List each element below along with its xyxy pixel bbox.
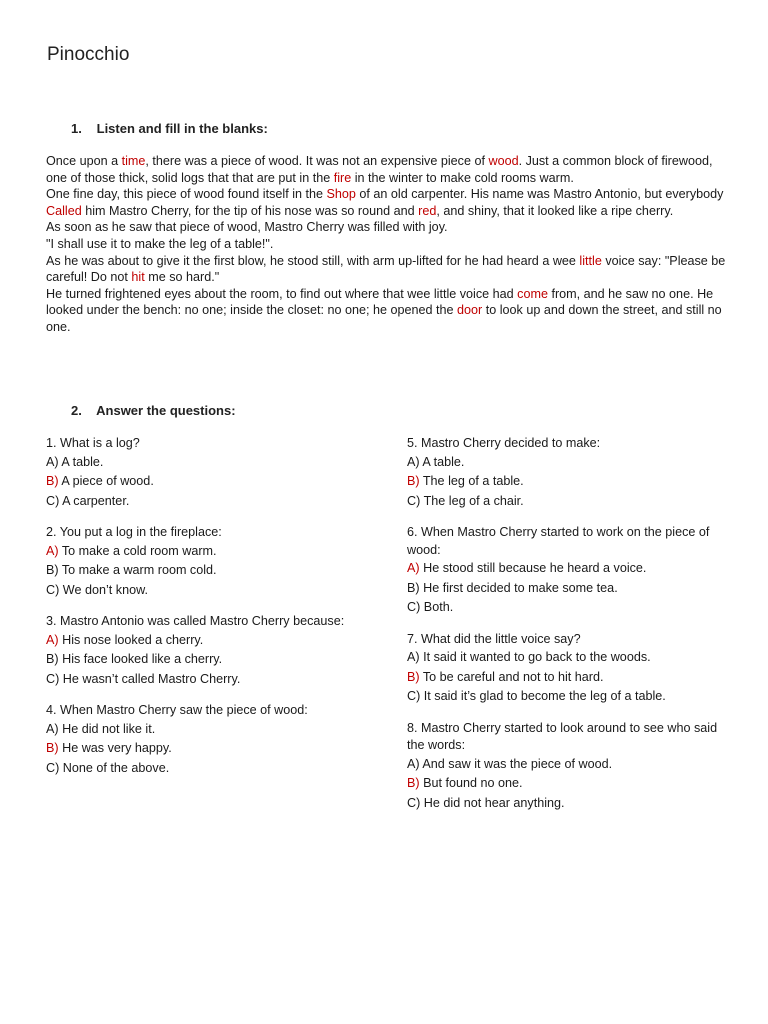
option-text: To be careful and not to hit hard. — [419, 669, 604, 684]
option-label: C) — [46, 493, 60, 508]
answer-option — [46, 492, 376, 512]
correct-option-label: B) — [407, 474, 420, 488]
story-fragment: , and shiny, that it looked like a ripe cherry. — [436, 203, 674, 218]
story-fragment: One fine day, this piece of wood found itself in the — [46, 187, 327, 202]
story-fragment: As soon as he saw that piece of wood, Mastro Cherry was filled with joy. — [46, 220, 448, 235]
answer-option — [407, 774, 737, 794]
option-text: He wasn’t called Mastro Cherry. — [59, 671, 241, 686]
option-text: The leg of a table. — [419, 474, 524, 488]
option-label: B) — [407, 580, 420, 595]
option-text: It said it’s glad to become the leg of a table. — [420, 689, 666, 703]
option-label: B) — [46, 563, 59, 577]
answer-option — [407, 598, 737, 618]
correct-option-label: A) — [46, 543, 59, 558]
option-text: A table. — [419, 454, 465, 469]
filled-blank: door — [457, 303, 483, 318]
section-title: Answer the questions: — [96, 403, 236, 418]
story-fragment: "I shall use it to make the leg of a table!". — [46, 236, 274, 251]
option-label: B) — [46, 652, 59, 666]
option-label: A) — [407, 454, 420, 469]
option-text: He first decided to make some tea. — [419, 580, 618, 595]
filled-blank: fire — [333, 170, 352, 185]
story-fragment: He turned frightened eyes about the room, to find out where that wee little voice had — [46, 286, 518, 301]
story-fragment: to look up and down the street, and still no one. — [46, 303, 722, 334]
option-text: But found no one. — [419, 776, 523, 790]
answer-option — [46, 453, 376, 473]
option-text: His face looked like a cherry. — [58, 652, 223, 666]
option-text: To make a warm room cold. — [58, 563, 217, 577]
question-text: 8. Mastro Cherry started to look around to see who said the words: — [407, 720, 718, 752]
option-text: None of the above. — [59, 760, 170, 775]
page-title: Pinocchio — [47, 44, 130, 65]
section-number: 1. — [71, 121, 82, 136]
question-text: 4. When Mastro Cherry saw the piece of wood: — [46, 703, 308, 717]
question-block — [46, 702, 376, 778]
answer-option — [407, 794, 737, 814]
answer-option — [407, 453, 737, 473]
question-block — [407, 524, 737, 618]
option-text: It said it wanted to go back to the woods. — [419, 650, 651, 664]
answer-option — [46, 561, 376, 581]
answer-option — [46, 759, 376, 779]
section-title: Listen and fill in the blanks: — [96, 121, 268, 136]
section-number: 2. — [71, 403, 82, 418]
story-paragraph — [46, 153, 736, 186]
correct-option-label: B) — [46, 741, 59, 755]
answer-option — [46, 670, 376, 690]
correct-option-label: A) — [46, 632, 59, 647]
story-text — [46, 153, 736, 336]
question-block — [407, 631, 737, 707]
question-text: 1. What is a log? — [46, 436, 140, 450]
option-text: We don’t know. — [59, 582, 148, 597]
option-label: C) — [407, 600, 421, 614]
story-fragment: voice say: "Please be careful! Do not — [46, 253, 726, 285]
question-text: 3. Mastro Antonio was called Mastro Cherry because: — [46, 614, 345, 628]
story-paragraph — [46, 253, 736, 286]
answer-option — [407, 472, 737, 492]
answer-option — [407, 668, 737, 688]
story-fragment: in the winter to make cold rooms warm. — [351, 170, 574, 185]
answer-option — [46, 650, 376, 670]
answer-option — [46, 720, 376, 740]
question-text: 2. You put a log in the fireplace: — [46, 525, 222, 539]
questions-right-column — [407, 435, 737, 826]
option-text: A piece of wood. — [58, 474, 154, 488]
option-label: C) — [46, 671, 60, 686]
option-label: A) — [46, 454, 59, 469]
option-text: The leg of a chair. — [420, 493, 524, 508]
questions-left-column — [46, 435, 376, 791]
option-text: Both. — [420, 600, 454, 614]
question-block — [46, 524, 376, 600]
option-text: A table. — [58, 454, 104, 469]
section-heading-1 — [71, 121, 268, 136]
question-block — [46, 613, 376, 689]
answer-option — [46, 631, 376, 651]
answer-option — [407, 559, 737, 579]
option-text: He was very happy. — [58, 741, 172, 755]
answer-option — [46, 739, 376, 759]
story-fragment: . Just a common block of firewood, one of those thick, solid logs that that are put in the — [46, 154, 713, 185]
question-text: 6. When Mastro Cherry started to work on the piece of wood: — [407, 525, 710, 557]
section-heading-2 — [71, 403, 236, 418]
option-label: A) — [407, 756, 420, 771]
option-text: His nose looked a cherry. — [58, 632, 204, 647]
story-fragment: of an old carpenter. His name was Mastro Antonio, but everybody — [355, 187, 724, 202]
option-text: A carpenter. — [59, 493, 130, 508]
story-paragraph — [46, 236, 736, 253]
story-fragment: Once upon a — [46, 154, 122, 168]
option-label: C) — [46, 760, 60, 775]
option-text: He did not hear anything. — [420, 795, 565, 810]
correct-option-label: B) — [46, 474, 59, 488]
option-label: A) — [407, 650, 420, 664]
filled-blank: Called — [46, 203, 82, 218]
story-fragment: , there was a piece of wood. It was not an expensive piece of — [145, 154, 489, 168]
question-block — [407, 435, 737, 511]
story-paragraph — [46, 186, 736, 219]
story-paragraph — [46, 286, 736, 336]
filled-blank: time — [121, 154, 146, 168]
option-text: And saw it was the piece of wood. — [419, 756, 613, 771]
option-text: To make a cold room warm. — [58, 543, 217, 558]
question-block — [407, 720, 737, 814]
correct-option-label: B) — [407, 669, 420, 684]
answer-option — [46, 472, 376, 492]
question-text: 7. What did the little voice say? — [407, 631, 581, 646]
option-text: He stood still because he heard a voice. — [419, 561, 647, 575]
filled-blank: red — [418, 203, 437, 218]
option-label: C) — [407, 689, 421, 703]
answer-option — [407, 755, 737, 775]
story-fragment: me so hard." — [144, 270, 220, 285]
option-label: C) — [407, 493, 421, 508]
answer-option — [407, 492, 737, 512]
question-text: 5. Mastro Cherry decided to make: — [407, 436, 601, 450]
filled-blank: come — [517, 286, 548, 301]
story-fragment: him Mastro Cherry, for the tip of his nose was so round and — [81, 203, 419, 218]
story-paragraph — [46, 219, 736, 236]
option-label: A) — [46, 721, 59, 736]
answer-option — [46, 581, 376, 601]
correct-option-label: A) — [407, 561, 420, 575]
correct-option-label: B) — [407, 776, 420, 790]
answer-option — [46, 542, 376, 562]
option-text: He did not like it. — [58, 721, 156, 736]
option-label: C) — [407, 795, 421, 810]
filled-blank: Shop — [326, 187, 356, 202]
question-block — [46, 435, 376, 511]
answer-option — [407, 648, 737, 668]
story-fragment: As he was about to give it the first blow, he stood still, with arm up-lifted for he had heard a wee — [46, 253, 580, 268]
filled-blank: hit — [131, 270, 145, 285]
filled-blank: little — [579, 253, 602, 268]
answer-option — [407, 579, 737, 599]
filled-blank: wood — [488, 154, 519, 168]
option-label: C) — [46, 582, 60, 597]
story-fragment: from, and he saw no one. He looked under the bench: no one; inside the closet: no one; he opened the — [46, 286, 714, 318]
answer-option — [407, 687, 737, 707]
